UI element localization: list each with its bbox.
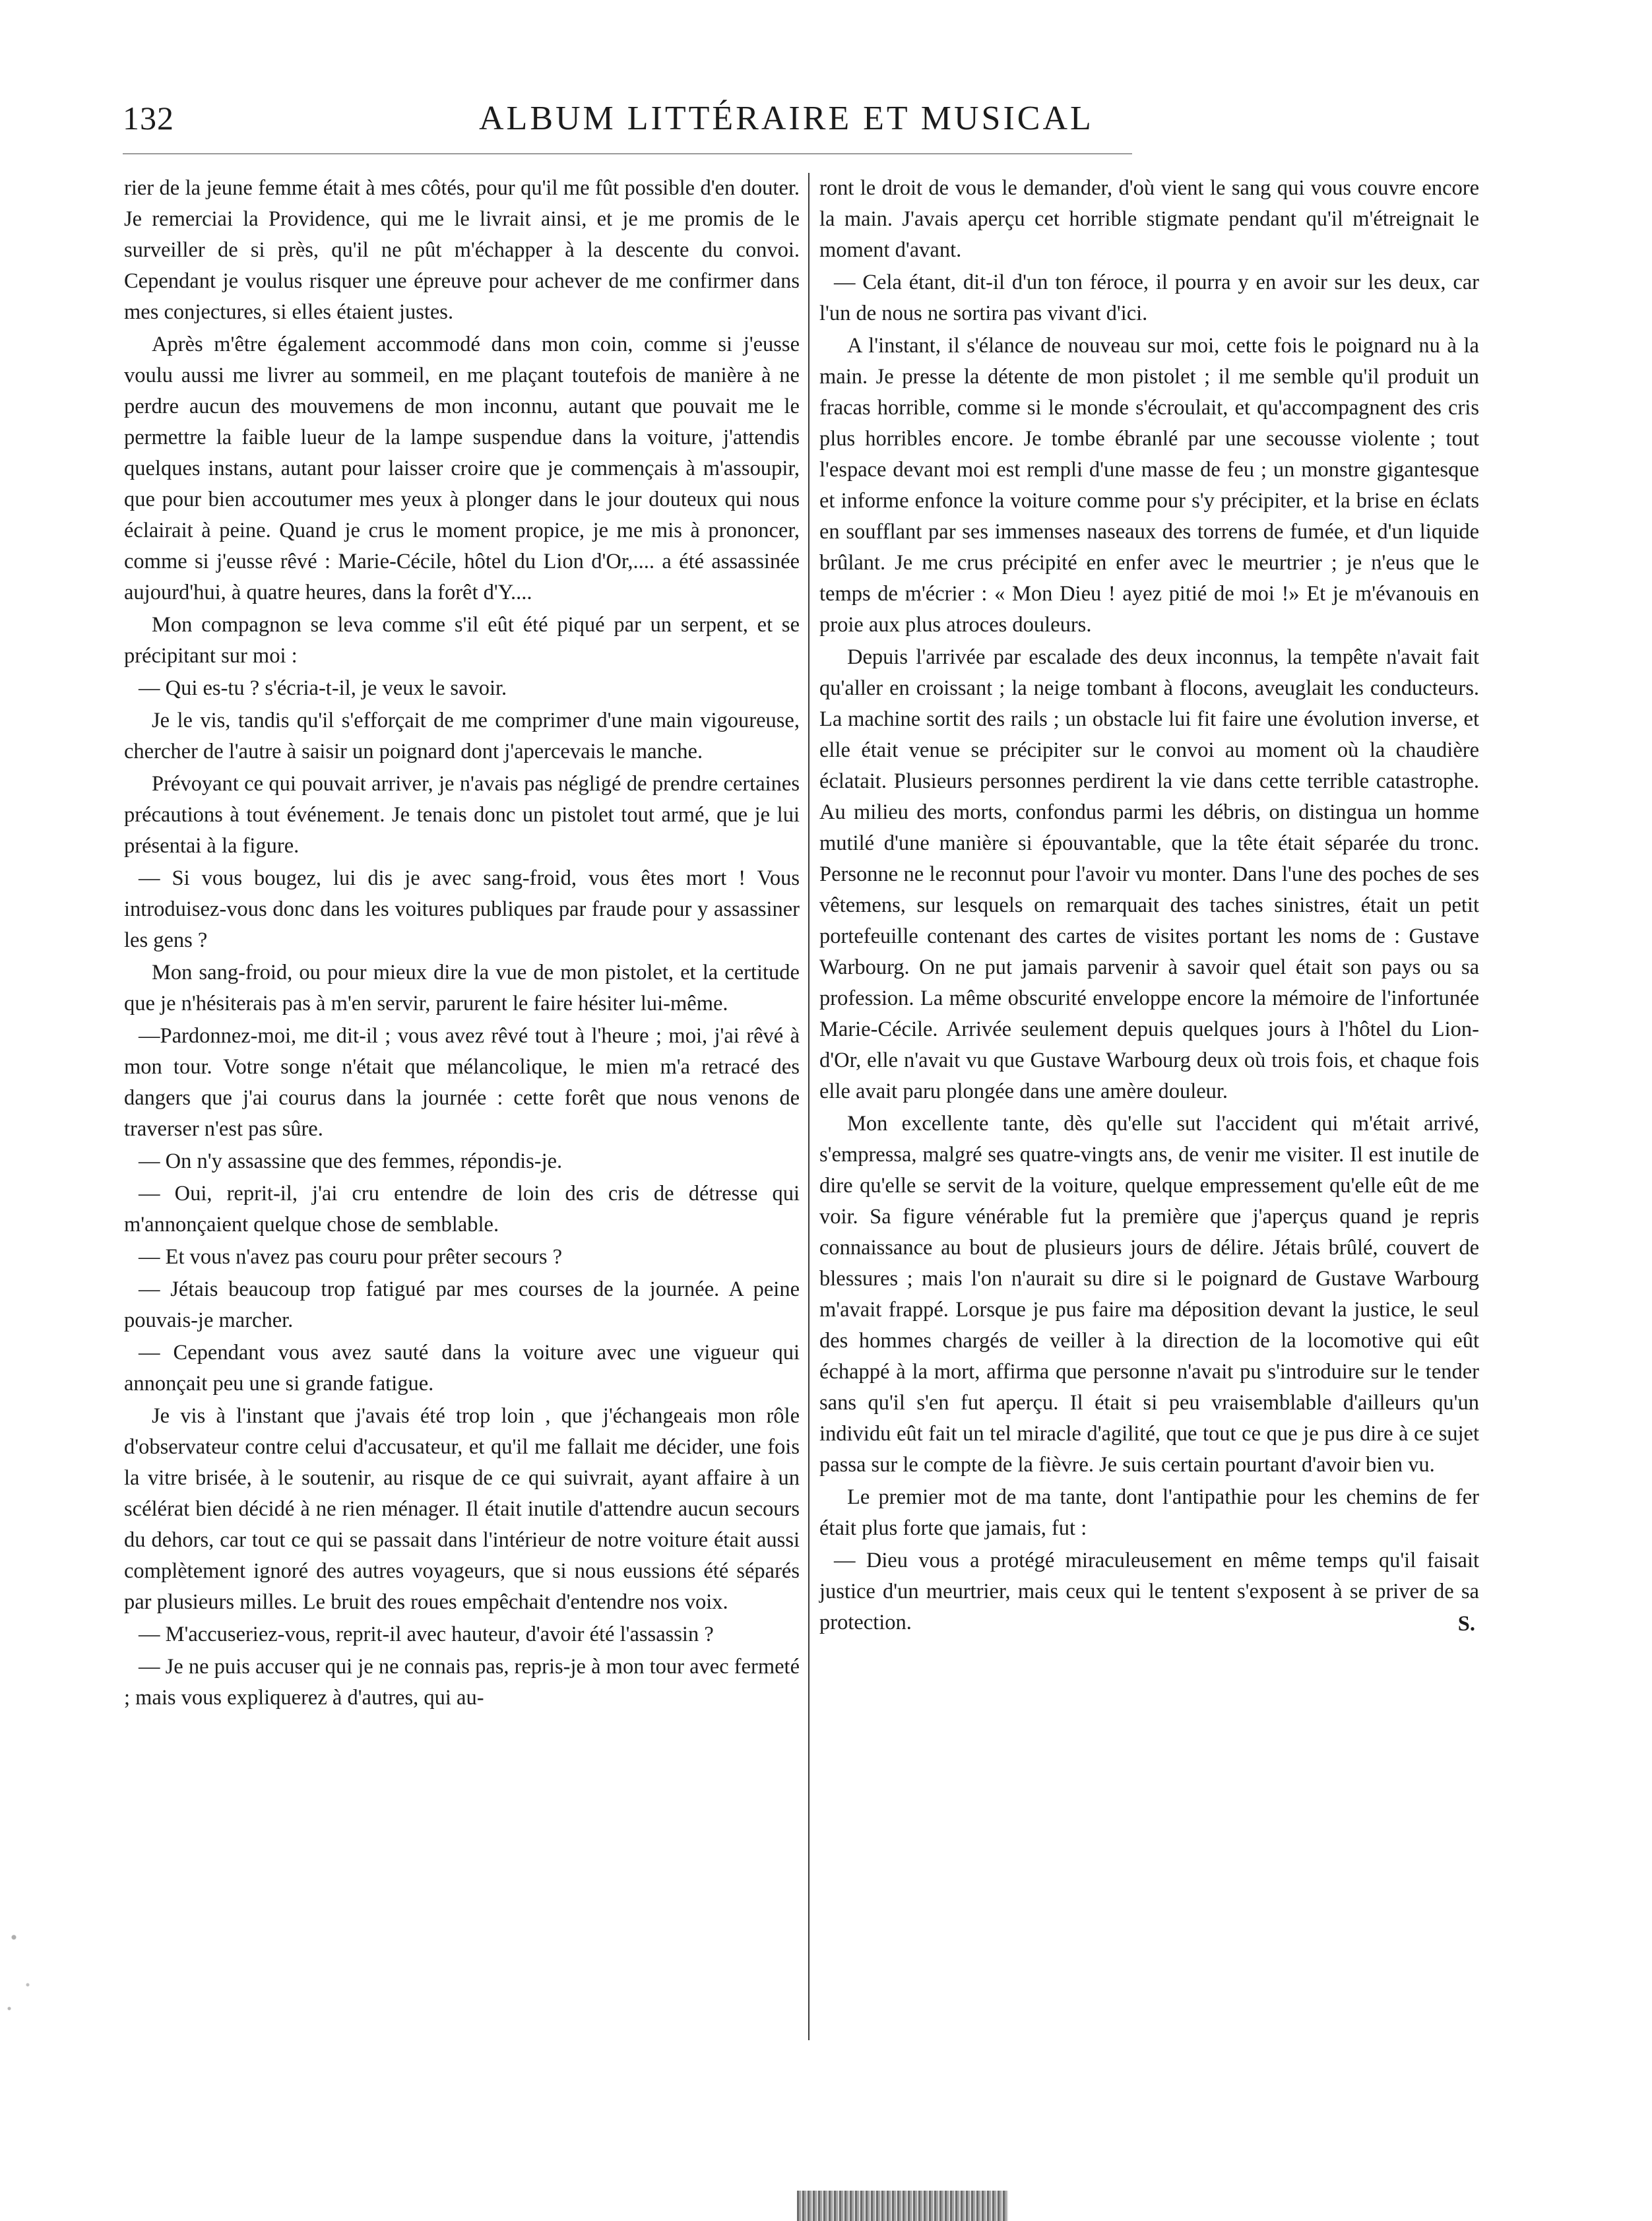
paragraph: Mon compagnon se leva comme s'il eût été piqué par un serpent, et se précipitant sur moi : [124,613,800,668]
paragraph: Je vis à l'instant que j'avais été trop loin , que j'échangeais mon rôle d'observateur contre celui d'accusateur, et qu'il me fallait me décider, une fois la vitre brisée, à le soutenir, au risque de ce qui suivrait, ayant affaire à un scélérat bien décidé à ne rien ménager. Il était inutile d'attendre aucun secours du dehors, car tout ce qui se passait dans l'intérieur de notre voiture était aussi complètement ignoré des autres voyageurs, que si nous eussions été séparés par plusieurs milles. Le bruit des roues empêchait d'entendre nos voix. [124,1404,800,1614]
left-column [124,173,800,1715]
dialogue-line: — Je ne puis accuser qui je ne connais pas, repris-je à mon tour avec fermeté ; mais vous expliquerez à d'autres, qui au- [124,1655,800,1710]
dialogue-line: — Dieu vous a protégé miraculeusement en même temps qu'il faisait justice d'un meurtrier, mais ceux qui le tentent s'exposent à se priver de sa protection. [819,1549,1479,1634]
header-rule [123,153,1132,154]
paragraph: Mon excellente tante, dès qu'elle sut l'accident qui m'était arrivé, s'empressa, malgré ses quatre-vingts ans, de venir me visiter. Il est inutile de dire qu'elle se servit de la voiture, quelque empressement qu'elle eût de me voir. Sa figure vénérable fut la première que j'aperçus quand je repris connaissance au bout de plusieurs jours de délire. Jétais brûlé, couvert de blessures ; mais l'on n'aurait su dire si le poignard de Gustave Warbourg m'avait frappé. Lorsque je pus faire ma déposition devant la justice, le seul des hommes chargés de veiller à la direction de la locomotive qui eût échappé à la mort, affirma que personne n'avait pu s'introduire sur le tender sans qu'il s'en fut aperçu. Il était si peu vraisemblable d'ailleurs qu'un individu eût fait un tel miracle d'agilité, que tout ce que je pus dire à ce sujet passa sur le compte de la fièvre. Je suis certain pourtant d'avoir bien vu. [819,1112,1479,1477]
dialogue-line: —Pardonnez-moi, me dit-il ; vous avez rêvé tout à l'heure ; moi, j'ai rêvé à mon tour. Votre songe n'était que mélancolique, le mien m'a retracé des dangers que j'ai courus dans la journée : cette forêt que nous venons de traverser n'est pas sûre. [124,1024,800,1141]
paper-blemish [0,1874,46,2032]
paragraph: Depuis l'arrivée par escalade des deux inconnus, la tempête n'avait fait qu'aller en croissant ; la neige tombant à flocons, aveuglait les conducteurs. La machine sortit des rails ; un obstacle lui fit faire une évolution inverse, et elle était venue se précipiter sur le convoi au moment où la chaudière éclatait. Plusieurs personnes perdirent la vie dans cette terrible catastrophe. Au milieu des morts, confondus parmi les débris, on distingua un homme mutilé d'une manière si épouvantable, que la tête était séparée du tronc. Personne ne le reconnut pour l'avoir vu monter. Dans l'une des poches de ses vêtemens, sur lesquels on remarquait des taches sinistres, était un petit portefeuille contenant des cartes de visites portant les noms de : Gustave Warbourg. On ne put jamais parvenir à savoir quel était son pays ou sa profession. La même obscurité enveloppe encore la mémoire de l'infortunée Marie-Cécile. Arrivée seulement depuis quelques jours à l'hôtel du Lion-d'Or, elle n'avait vu que Gustave Warbourg deux où trois fois, et chaque fois elle avait paru plongée dans une amère douleur. [819,645,1479,1103]
paragraph: Le premier mot de ma tante, dont l'antipathie pour les chemins de fer était plus forte que jamais, fut : [819,1485,1479,1540]
column-divider [808,173,810,2040]
dialogue-line: — Oui, reprit-il, j'ai cru entendre de loin des cris de détresse qui m'annonçaient quelque chose de semblable. [124,1182,800,1237]
paragraph: Mon sang-froid, ou pour mieux dire la vue de mon pistolet, et la certitude que je n'hésiterais pas à m'en servir, parurent le faire hésiter lui-même. [124,961,800,1015]
dialogue-line: — Qui es-tu ? s'écria-t-il, je veux le savoir. [139,676,507,700]
author-signature: S. [1457,1612,1475,1636]
paragraph: Prévoyant ce qui pouvait arriver, je n'avais pas négligé de prendre certaines précautions à tout événement. Je tenais donc un pistolet tout armé, que je lui présentai à la figure. [124,772,800,858]
paragraph: Je le vis, tandis qu'il s'efforçait de me comprimer d'une main vigoureuse, chercher de l'autre à saisir un poignard dont j'apercevais le manche. [124,709,800,763]
right-column [819,173,1479,1640]
dialogue-line: — Cependant vous avez sauté dans la voiture avec une vigueur qui annonçait peu une si grande fatigue. [124,1341,800,1396]
dialogue-line: — Et vous n'avez pas couru pour prêter secours ? [139,1245,563,1269]
paragraph: A l'instant, il s'élance de nouveau sur moi, cette fois le poignard nu à la main. Je presse la détente de mon pistolet ; il me semble qu'il produit un fracas horrible, comme si le monde s'écroulait, et qu'accompagnent des cris plus horribles encore. Je tombe ébranlé par une secousse violente ; tout l'espace devant moi est rempli d'une masse de feu ; un monstre gigantesque et informe enfonce la voiture comme pour s'y précipiter, et la brise en éclats en soufflant par ses immenses naseaux des torrens de fumée, et d'un liquide brûlant. Je me crus précipité en enfer avec le meurtrier ; je n'eus que le temps de m'écrier : « Mon Dieu ! ayez pitié de moi !» Et je m'évanouis en proie aux plus atroces douleurs. [819,334,1479,637]
dialogue-line: — On n'y assassine que des femmes, répondis-je. [139,1149,563,1173]
dialogue-line: — Si vous bougez, lui dis je avec sang-froid, vous êtes mort ! Vous introduisez-vous donc dans les voitures publiques par fraude pour y assassiner les gens ? [124,866,800,952]
library-stamp-mark [797,2191,1008,2221]
page-number: 132 [123,100,174,137]
page-header [123,99,1132,145]
paragraph: rier de la jeune femme était à mes côtés, pour qu'il me fût possible d'en douter. Je remerciai la Providence, qui me le livrait ainsi, et je me promis de le surveiller de si près, qu'il ne pût m'échapper à la descente du convoi. Cependant je voulus risquer une épreuve pour achever de me confirmer dans mes conjectures, si elles étaient justes. [124,176,800,324]
paragraph: ront le droit de vous le demander, d'où vient le sang qui vous couvre encore la main. J'avais aperçu cet horrible stigmate pendant qu'il m'étreignait le moment d'avant. [819,176,1479,262]
running-title: ALBUM LITTÉRAIRE ET MUSICAL [479,100,1094,137]
dialogue-line: — Jétais beaucoup trop fatigué par mes courses de la journée. A peine pouvais-je marcher. [124,1277,800,1332]
dialogue-line: — Cela étant, dit-il d'un ton féroce, il pourra y en avoir sur les deux, car l'un de nous ne sortira pas vivant d'ici. [819,271,1479,325]
paragraph: Après m'être également accommodé dans mon coin, comme si j'eusse voulu aussi me livrer au sommeil, en me plaçant toutefois de manière à ne perdre aucun des mouvemens de mon inconnu, autant que pouvait me le permettre la faible lueur de la lampe suspendue dans la voiture, j'attendis quelques instans, autant pour laisser croire que je commençais à m'assoupir, que pour bien accoutumer mes yeux à plonger dans le jour douteux qui nous éclairait à peine. Quand je crus le moment propice, je me mis à prononcer, comme si j'eusse rêvé : Marie-Cécile, hôtel du Lion d'Or,.... a été assassinée aujourd'hui, à quatre heures, dans la forêt d'Y.... [124,333,800,604]
dialogue-line: — M'accuseriez-vous, reprit-il avec hauteur, d'avoir été l'assassin ? [139,1623,714,1646]
